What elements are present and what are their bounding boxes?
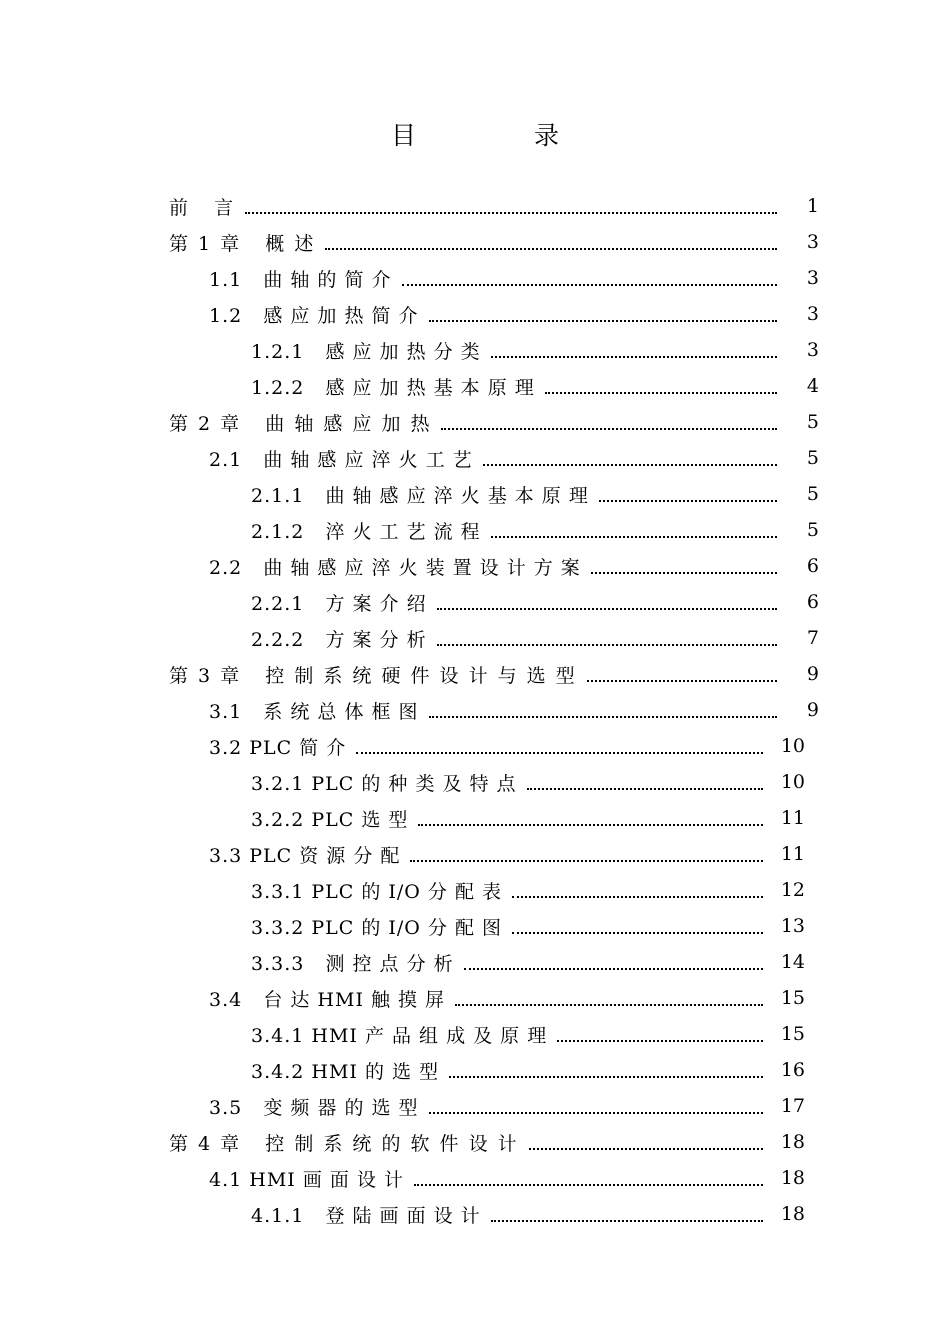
dot-leader xyxy=(455,1004,763,1006)
toc-entry-label: 3.3.2 PLC 的 I/O 分 配 图 xyxy=(251,916,503,939)
dot-leader xyxy=(429,716,777,718)
toc-entry[interactable] xyxy=(169,368,819,404)
toc-entry[interactable] xyxy=(169,224,819,260)
toc-entry[interactable] xyxy=(169,296,819,332)
toc-entry-label: 第 2 章 曲 轴 感 应 加 热 xyxy=(169,412,432,435)
toc-entry-page-number: 9 xyxy=(806,699,819,721)
toc-entry-page-number: 14 xyxy=(780,951,805,973)
toc-entry-page-number: 10 xyxy=(780,735,805,757)
toc-entry-label: 2.2.2 方 案 分 析 xyxy=(251,628,427,651)
dot-leader xyxy=(449,1076,763,1078)
toc-entry[interactable] xyxy=(169,692,819,728)
dot-leader xyxy=(529,1148,763,1150)
toc-entry-label: 4.1.1 登 陆 画 面 设 计 xyxy=(251,1204,481,1227)
toc-entry-label: 4.1 HMI 画 面 设 计 xyxy=(209,1168,404,1191)
toc-entry-label: 3.2 PLC 简 介 xyxy=(209,736,347,759)
toc-entry-label: 1.1 曲 轴 的 简 介 xyxy=(209,268,392,291)
toc-entry-label: 3.4.1 HMI 产 品 组 成 及 原 理 xyxy=(251,1024,548,1047)
toc-entry-label: 3.1 系 统 总 体 框 图 xyxy=(209,700,419,723)
toc-entry-label: 3.2.1 PLC 的 种 类 及 特 点 xyxy=(251,772,517,795)
page-title: 目 录 xyxy=(391,121,614,150)
dot-leader xyxy=(437,644,777,646)
toc-entry-page-number: 5 xyxy=(806,519,819,541)
dot-leader xyxy=(245,212,777,214)
dot-leader xyxy=(491,1220,763,1222)
dot-leader xyxy=(587,680,777,682)
dot-leader xyxy=(512,896,763,898)
toc-entry[interactable] xyxy=(169,512,819,548)
toc-entry-label: 1.2.1 感 应 加 热 分 类 xyxy=(251,340,481,363)
toc-entry[interactable] xyxy=(169,404,819,440)
toc-entry-page-number: 3 xyxy=(806,267,819,289)
toc-entry-label: 2.1.2 淬 火 工 艺 流 程 xyxy=(251,520,481,543)
toc-entry-page-number: 3 xyxy=(806,303,819,325)
dot-leader xyxy=(410,860,763,862)
toc-entry-label: 第 4 章 控 制 系 统 的 软 件 设 计 xyxy=(169,1132,519,1155)
table-of-contents xyxy=(169,188,819,1232)
dot-leader xyxy=(441,428,777,430)
toc-entry-page-number: 6 xyxy=(806,591,819,613)
dot-leader xyxy=(325,248,777,250)
toc-entry-label: 1.2 感 应 加 热 简 介 xyxy=(209,304,419,327)
dot-leader xyxy=(356,752,763,754)
toc-entry-page-number: 16 xyxy=(780,1059,805,1081)
dot-leader xyxy=(402,284,778,286)
toc-entry-page-number: 15 xyxy=(780,987,805,1009)
toc-entry-label: 2.2 曲 轴 感 应 淬 火 装 置 设 计 方 案 xyxy=(209,556,581,579)
toc-entry-page-number: 5 xyxy=(806,447,819,469)
toc-entry-label: 2.1.1 曲 轴 感 应 淬 火 基 本 原 理 xyxy=(251,484,589,507)
toc-entry-page-number: 17 xyxy=(780,1095,805,1117)
toc-entry-page-number: 1 xyxy=(806,195,819,217)
toc-entry-page-number: 7 xyxy=(806,627,819,649)
toc-entry[interactable] xyxy=(169,836,819,872)
dot-leader xyxy=(545,392,777,394)
toc-entry-label: 3.3.3 测 控 点 分 析 xyxy=(251,952,454,975)
dot-leader xyxy=(599,500,777,502)
toc-entry[interactable] xyxy=(169,944,819,980)
dot-leader xyxy=(429,1112,763,1114)
toc-entry[interactable] xyxy=(169,1160,819,1196)
toc-entry-label: 3.2.2 PLC 选 型 xyxy=(251,808,409,831)
toc-entry-page-number: 13 xyxy=(780,915,805,937)
toc-entry-page-number: 3 xyxy=(806,231,819,253)
toc-entry-page-number: 11 xyxy=(780,807,805,829)
toc-entry[interactable] xyxy=(169,260,819,296)
toc-entry[interactable] xyxy=(169,332,819,368)
toc-entry-page-number: 6 xyxy=(806,555,819,577)
toc-entry[interactable] xyxy=(169,656,819,692)
dot-leader xyxy=(591,572,777,574)
dot-leader xyxy=(491,536,777,538)
toc-entry[interactable] xyxy=(169,440,819,476)
dot-leader xyxy=(491,356,777,358)
toc-entry[interactable] xyxy=(169,1016,819,1052)
toc-entry-page-number: 12 xyxy=(780,879,805,901)
toc-entry[interactable] xyxy=(169,584,819,620)
dot-leader xyxy=(414,1184,763,1186)
dot-leader xyxy=(512,932,763,934)
toc-entry[interactable] xyxy=(169,800,819,836)
toc-entry-label: 2.2.1 方 案 介 绍 xyxy=(251,592,427,615)
toc-entry-page-number: 18 xyxy=(780,1131,805,1153)
toc-entry-label: 第 1 章 概 述 xyxy=(169,232,316,255)
toc-entry-page-number: 4 xyxy=(806,375,819,397)
toc-entry[interactable] xyxy=(169,728,819,764)
toc-entry-page-number: 5 xyxy=(806,411,819,433)
dot-leader xyxy=(418,824,763,826)
toc-entry-page-number: 3 xyxy=(806,339,819,361)
toc-entry-label: 1.2.2 感 应 加 热 基 本 原 理 xyxy=(251,376,535,399)
toc-entry-page-number: 11 xyxy=(780,843,805,865)
toc-entry[interactable] xyxy=(169,1196,819,1232)
toc-entry-label: 前 言 xyxy=(169,196,236,219)
toc-entry[interactable] xyxy=(169,1088,819,1124)
toc-entry[interactable] xyxy=(169,1052,819,1088)
toc-entry[interactable] xyxy=(169,980,819,1016)
dot-leader xyxy=(437,608,777,610)
dot-leader xyxy=(557,1040,763,1042)
toc-entry-page-number: 10 xyxy=(780,771,805,793)
toc-entry[interactable] xyxy=(169,764,819,800)
dot-leader xyxy=(464,968,763,970)
toc-entry[interactable] xyxy=(169,548,819,584)
toc-entry-page-number: 18 xyxy=(780,1167,805,1189)
toc-entry-label: 第 3 章 控 制 系 统 硬 件 设 计 与 选 型 xyxy=(169,664,577,687)
toc-entry-page-number: 18 xyxy=(780,1203,805,1225)
toc-entry-label: 2.1 曲 轴 感 应 淬 火 工 艺 xyxy=(209,448,473,471)
toc-entry[interactable] xyxy=(169,872,819,908)
toc-entry[interactable] xyxy=(169,476,819,512)
toc-entry-label: 3.4.2 HMI 的 选 型 xyxy=(251,1060,440,1083)
dot-leader xyxy=(483,464,777,466)
toc-entry[interactable] xyxy=(169,188,819,224)
toc-entry[interactable] xyxy=(169,620,819,656)
toc-entry-label: 3.3 PLC 资 源 分 配 xyxy=(209,844,401,867)
toc-entry[interactable] xyxy=(169,1124,819,1160)
dot-leader xyxy=(429,320,777,322)
toc-entry-label: 3.3.1 PLC 的 I/O 分 配 表 xyxy=(251,880,503,903)
toc-entry-page-number: 15 xyxy=(780,1023,805,1045)
toc-entry[interactable] xyxy=(169,908,819,944)
toc-entry-page-number: 9 xyxy=(806,663,819,685)
toc-entry-label: 3.4 台 达 HMI 触 摸 屏 xyxy=(209,988,446,1011)
dot-leader xyxy=(527,788,763,790)
toc-entry-label: 3.5 变 频 器 的 选 型 xyxy=(209,1096,419,1119)
toc-entry-page-number: 5 xyxy=(806,483,819,505)
